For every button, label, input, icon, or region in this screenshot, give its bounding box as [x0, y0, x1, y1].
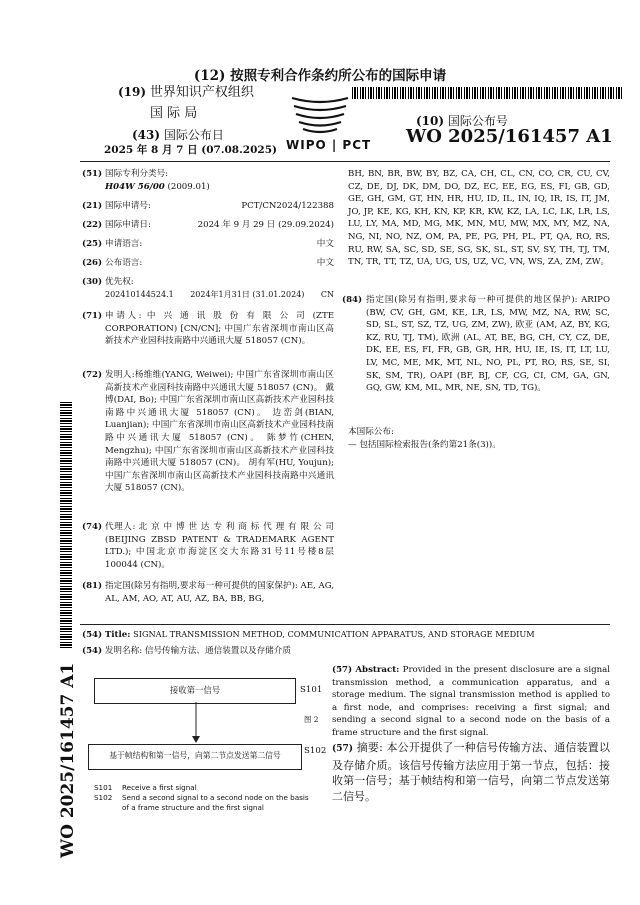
- pubdate-label: 国际公布日: [163, 128, 224, 142]
- header-divider: [80, 161, 610, 162]
- field-84: [342, 294, 610, 395]
- pubdate-block: [132, 126, 224, 143]
- side-pub-number: WO 2025/161457 A1: [58, 662, 78, 858]
- flow-box-s101: [94, 678, 296, 704]
- abstract-cn-text: 本公开提供了一种信号传输方法、通信装置以及存储介质。该信号传输方法应用于第一节点，包括：接收第一信号；基于帧结构和第一信号，向第二节点发送第二信号。: [332, 741, 610, 803]
- org-name: 世界知识产权组织: [149, 85, 254, 100]
- pubno-code: (10): [416, 114, 445, 128]
- field-25-label: 申请语言:: [105, 239, 143, 249]
- field-21-value: PCT/CN2024/122388: [241, 201, 334, 211]
- field-26-value: 中文: [316, 258, 334, 268]
- document-title: (12) 按照专利合作条约所公布的国际申请: [193, 68, 447, 84]
- flow-arrow: [190, 702, 202, 744]
- field-22-label: 国际申请日:: [105, 220, 151, 230]
- field-51-label: 国际专利分类号:: [105, 169, 169, 179]
- field-22: [82, 219, 334, 232]
- pubdate-code: (43): [132, 128, 161, 142]
- agent-text: 代理人: 北 京 中 博 世 达 专 利 商 标 代 理 有 限 公 司 (BEIJING ZBSD PATENT & TRADEMARK AGENT LTD.); 中国北京市海淀区交大东路31号11号楼8层 100044 (CN)。: [105, 522, 334, 570]
- inventors-text: 发明人:杨维维(YANG, Weiwei); 中国广东省深圳市南山区高新技术产业园科技南路中兴通讯大厦 518057 (CN)。 戴博(DAI, Bo); 中国广东省深圳市南山区高新技术产业园科技南路中兴通讯大厦 518057 (CN)。 边峦剑(BIAN, Luanjian); 中国广东省深圳市南山区高新技术产业园科技南路中兴通讯大厦 518057 (CN)。 陈梦竹(CHEN, Mengzhu); 中国广东省深圳市南山区高新技术产业园科技南路中兴通讯大厦 518057 (CN)。 胡有军(HU, Youjun); 中国广东省深圳市南山区高新技术产业园科技南路中兴通讯大厦 518057 (CN)。: [105, 370, 334, 494]
- field-71: [82, 310, 334, 348]
- field-22-code: (22): [82, 220, 103, 230]
- barcode-top: [352, 87, 624, 99]
- applicant-text: 申请人: 中 兴 通 讯 股 份 有 限 公 司 (ZTE CORPORATION) [CN/CN]; 中国广东省深圳市南山区高新技术产业园科技南路中兴通讯大厦 518057 (CN)。: [105, 311, 334, 347]
- field-26-code: (26): [82, 258, 103, 268]
- field-25-value: 中文: [316, 239, 334, 249]
- flow-tag-s101: S101: [300, 685, 323, 695]
- abstract-en-code: (57): [332, 665, 353, 675]
- field-30: [82, 276, 334, 301]
- legend-row-1: [94, 783, 334, 793]
- field-30-label: 优先权:: [105, 277, 134, 287]
- barcode-side: [60, 400, 72, 648]
- field-21-code: (21): [82, 201, 103, 211]
- legend-tag-2: S102: [94, 793, 113, 802]
- figure-legend: [94, 783, 334, 813]
- flow-box-s102-text: 基于帧结构和第一信号，向第二节点发送第二信号: [109, 751, 281, 760]
- priority-date: 2024年1月31日 (31.01.2024): [190, 289, 305, 299]
- title-en-code: (54): [82, 630, 103, 640]
- abstract-cn-code: (57): [332, 744, 354, 754]
- wipo-logo-text: WIPO | PCT: [286, 138, 372, 152]
- pubno-value: WO 2025/161457 A1: [406, 126, 613, 147]
- legend-text-2: Send a second signal to a second node on the basis of a frame structure and the first signal: [122, 793, 309, 812]
- flow-box-s101-text: 接收第一信号: [169, 685, 221, 695]
- title-cn: [82, 645, 610, 658]
- field-25: [82, 238, 334, 251]
- pubno-label: 国际公布号: [447, 114, 508, 128]
- published-item: — 包括国际检索报告(条约第21条(3))。: [348, 440, 501, 450]
- abstract-cn-label: 摘要:: [356, 741, 383, 754]
- designated-states-text: 指定国(除另有指明,要求每一种可提供的国家保护): AE, AG, AL, AM, AO, AT, AU, AZ, BA, BB, BG,: [105, 581, 334, 604]
- title-cn-value: 信号传输方法、通信装置以及存储介质: [144, 646, 291, 656]
- org-block: [118, 86, 254, 100]
- field-22-value: 2024 年 9 月 29 日 (29.09.2024): [197, 220, 334, 230]
- figure-caption: 图 2: [304, 715, 319, 724]
- field-51: [82, 168, 334, 193]
- field-74-code: (74): [82, 522, 103, 532]
- legend-row-2: [94, 793, 334, 813]
- ipc-class: H04W 56/00: [105, 181, 165, 192]
- field-21: [82, 200, 334, 213]
- field-72-code: (72): [82, 370, 103, 380]
- abstract-en-text: Provided in the present disclosure are a signal transmission method, a communication apparatus, and a storage medium. The signal transmission method is applied to a first node, and comprises: receiving a first signal; and sending a second signal to a second node on the basis of a frame structure and the first signal.: [332, 665, 611, 738]
- priority-country: CN: [320, 289, 334, 299]
- field-81-code: (81): [82, 581, 103, 591]
- field-84-code: (84): [342, 295, 363, 305]
- title-divider: [80, 624, 610, 625]
- field-21-label: 国际申请号:: [105, 201, 151, 211]
- flow-box-s102: [88, 744, 302, 770]
- flow-tag-s102: S102: [304, 746, 327, 756]
- field-72: [82, 369, 334, 495]
- title-en: [82, 628, 610, 642]
- abstract-en-label: Abstract:: [355, 665, 400, 675]
- field-51-code: (51): [82, 169, 103, 179]
- abstract-en: [332, 664, 610, 740]
- field-30-code: (30): [82, 277, 103, 287]
- ipc-year: (2009.01): [167, 181, 210, 192]
- field-71-code: (71): [82, 311, 103, 321]
- abstract-cn: [332, 740, 610, 804]
- published-label: 本国际公布:: [348, 427, 394, 437]
- pubdate-value: 2025 年 8 月 7 日 (07.08.2025): [104, 144, 277, 156]
- title-cn-code: (54): [82, 646, 103, 656]
- legend-tag-1: S101: [94, 783, 113, 792]
- field-25-code: (25): [82, 239, 103, 249]
- priority-number: 202410144524.1: [105, 289, 174, 299]
- legend-text-1: Receive a first signal: [122, 783, 197, 792]
- field-26-label: 公布语言:: [105, 258, 143, 268]
- designated-states-cont: BH, BN, BR, BW, BY, BZ, CA, CH, CL, CN, CO, CR, CU, CV, CZ, DE, DJ, DK, DM, DO, DZ, EC, EE, EG, ES, FI, GB, GD, GE, GH, GM, GT, HN, HR, HU, ID, IL, IN, IQ, IR, IS, IT, JM, JO, JP, KE, KG, KH, KN, KP, KR, KW, KZ, LA, LC, LK, LR, LS, LU, LY, MA, MD, MG, MK, MN, MU, MW, MX, MY, MZ, NA, NG, NI, NO, NZ, OM, PA, PE, PG, PH, PL, PT, QA, RO, RS, RU, RW, SA, SC, SD, SE, SG, SK, SL, ST, SV, SY, TH, TJ, TM, TN, TR, TT, TZ, UA, UG, US, UZ, VC, VN, WS, ZA, ZM, ZW。: [348, 169, 610, 268]
- regional-states-text: 指定国(除另有指明,要求每一种可提供的地区保护): ARIPO (BW, CV, GH, GM, KE, LR, LS, MW, MZ, NA, RW, SC, SD, SL, ST, SZ, TZ, UG, ZM, ZW), 欧亚 (AM, AZ, BY, KG, KZ, RU, TJ, TM), 欧洲 (AL, AT, BE, BG, CH, CY, CZ, DE, DK, EE, ES, FI, FR, GB, GR, HR, HU, IE, IS, IT, LT, LU, LV, MC, ME, MK, MT, NL, NO, PL, PT, RO, RS, SE, SI, SK, SM, TR), OAPI (BF, BJ, CF, CG, CI, CM, GA, GN, GQ, GW, KM, ML, MR, NE, SN, TD, TG)。: [366, 295, 610, 394]
- title-cn-label: 发明名称:: [104, 646, 143, 656]
- field-81: [82, 580, 334, 605]
- field-26: [82, 257, 334, 270]
- org-code: (19): [118, 85, 147, 99]
- org-bureau: 国 际 局: [150, 106, 198, 121]
- title-en-label: Title:: [104, 630, 131, 640]
- field-74: [82, 521, 334, 571]
- title-en-value: SIGNAL TRANSMISSION METHOD, COMMUNICATION APPARATUS, AND STORAGE MEDIUM: [133, 629, 535, 639]
